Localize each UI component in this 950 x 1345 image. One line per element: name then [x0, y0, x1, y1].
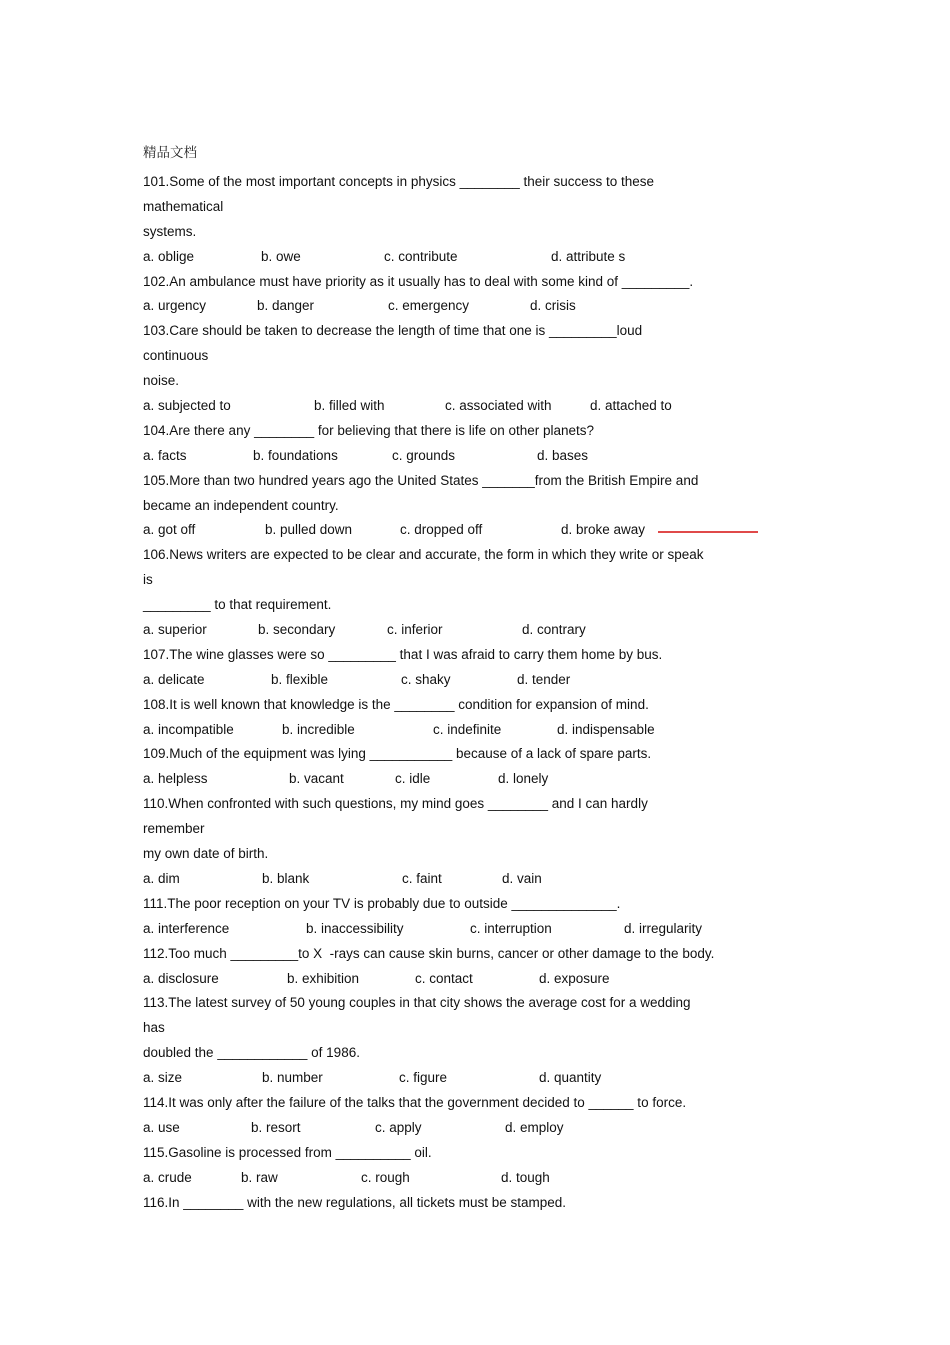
answer-option: b. vacant [289, 771, 344, 787]
red-annotation-mark [658, 531, 758, 533]
question-text-line: continuous [143, 348, 209, 364]
answer-option: d. vain [502, 870, 542, 886]
answer-option: a. urgency [143, 298, 207, 314]
question-text-line: has [143, 1020, 165, 1036]
question-text-line: 104.Are there any ________ for believing that there is life on other planets? [143, 422, 595, 438]
answer-option: c. associated with [445, 398, 552, 414]
question-text-line: became an independent country. [143, 497, 339, 513]
question-text-line: 116.In ________ with the new regulations, all tickets must be stamped. [143, 1194, 567, 1210]
answer-option: a. disclosure [143, 970, 219, 986]
answer-option: d. tender [517, 671, 571, 687]
answer-option: b. foundations [253, 447, 338, 463]
answer-options-row [143, 718, 763, 743]
answer-options-row [143, 294, 763, 319]
question-text-line: 107.The wine glasses were so _________ that I was afraid to carry them home by bus. [143, 646, 663, 662]
answer-option: c. emergency [388, 298, 470, 314]
answer-options-row [143, 618, 763, 643]
answer-option: c. idle [395, 771, 431, 787]
answer-options-row [143, 1116, 763, 1141]
answer-option: a. use [143, 1119, 180, 1135]
question-text-line: 109.Much of the equipment was lying ___________ because of a lack of spare parts. [143, 746, 652, 762]
answer-option: c. apply [375, 1119, 422, 1135]
question-text-line: 106.News writers are expected to be clear and accurate, the form in which they write or speak [143, 547, 704, 563]
question-text-line: 108.It is well known that knowledge is the ________ condition for expansion of mind. [143, 696, 649, 712]
question-text-line: systems. [143, 223, 197, 239]
question-text-line: is [143, 572, 153, 588]
question-text-line: mathematical [143, 198, 224, 214]
answer-option: c. faint [402, 870, 442, 886]
question-text-line: 113.The latest survey of 50 young couples in that city shows the average cost for a wedding [143, 995, 691, 1011]
answer-option: c. shaky [401, 671, 451, 687]
answer-option: d. lonely [498, 771, 549, 787]
answer-option: d. bases [537, 447, 589, 463]
answer-option: b. raw [241, 1169, 278, 1185]
answer-option: c. dropped off [400, 522, 483, 538]
question-text-line: doubled the ____________ of 1986. [143, 1045, 360, 1061]
answer-option: b. danger [257, 298, 315, 314]
answer-options-row [143, 917, 763, 942]
question-text-line: 115.Gasoline is processed from __________ oil. [143, 1144, 432, 1160]
answer-option: c. contact [415, 970, 473, 986]
answer-options-row [143, 394, 763, 419]
question-text-line: remember [143, 821, 205, 837]
answer-option: a. superior [143, 622, 207, 638]
question-text-line: noise. [143, 373, 180, 389]
answer-option: d. irregularity [624, 920, 703, 936]
answer-option: c. rough [361, 1169, 410, 1185]
answer-option: a. interference [143, 920, 230, 936]
answer-option: b. blank [262, 870, 310, 886]
answer-option: a. facts [143, 447, 187, 463]
answer-option: d. quantity [539, 1070, 602, 1086]
answer-option: d. contrary [522, 622, 586, 638]
answer-option: a. incompatible [143, 721, 234, 737]
answer-option: d. attribute s [551, 248, 626, 264]
answer-option: d. crisis [530, 298, 576, 314]
answer-options-row [143, 967, 763, 992]
question-text-line: 112.Too much _________to X -rays can cause skin burns, cancer or other damage to the body. [143, 945, 715, 961]
answer-option: c. indefinite [433, 721, 502, 737]
question-text-line: 101.Some of the most important concepts in physics ________ their success to these [143, 174, 655, 189]
answer-option: a. helpless [143, 771, 208, 787]
answer-options-row [143, 767, 763, 792]
answer-option: c. contribute [384, 248, 458, 264]
question-text-line: 111.The poor reception on your TV is probably due to outside ______________. [143, 895, 621, 911]
answer-options-row [143, 1066, 763, 1091]
question-text-line: my own date of birth. [143, 846, 269, 862]
question-text-line: 110.When confronted with such questions, my mind goes ________ and I can hardly [143, 796, 648, 812]
answer-option: b. exhibition [287, 970, 360, 986]
answer-option: b. secondary [258, 622, 336, 638]
answer-option: a. oblige [143, 248, 195, 264]
answer-option: d. tough [501, 1169, 550, 1185]
answer-option: a. subjected to [143, 398, 231, 414]
question-text-line: 105.More than two hundred years ago the United States _______from the British Empire and [143, 472, 699, 488]
answer-option: a. delicate [143, 671, 205, 687]
answer-option: b. filled with [314, 398, 385, 414]
answer-option: a. size [143, 1070, 183, 1086]
answer-option: c. grounds [392, 447, 456, 463]
answer-option: b. pulled down [265, 522, 353, 538]
answer-option: b. flexible [271, 671, 329, 687]
question-text-line: 114.It was only after the failure of the talks that the government decided to ______ to force. [143, 1094, 687, 1110]
answer-option: b. owe [261, 248, 301, 264]
answer-option: b. number [262, 1070, 323, 1086]
question-list [143, 170, 763, 1215]
answer-option: d. attached to [590, 398, 672, 414]
answer-option: d. exposure [539, 970, 610, 986]
answer-option: b. inaccessibility [306, 920, 404, 936]
answer-option: a. crude [143, 1169, 192, 1185]
answer-option: d. broke away [561, 522, 646, 538]
answer-options-row [143, 444, 763, 469]
question-text-line: 103.Care should be taken to decrease the length of time that one is _________loud [143, 323, 643, 339]
answer-option: a. dim [143, 870, 180, 886]
answer-options-row [143, 1166, 763, 1191]
answer-option: d. employ [505, 1119, 564, 1135]
answer-option: d. indispensable [557, 721, 655, 737]
answer-options-row [143, 245, 763, 270]
answer-options-row [143, 867, 763, 892]
answer-option: c. inferior [387, 622, 443, 638]
answer-option: c. figure [399, 1070, 448, 1086]
answer-option: a. got off [143, 522, 196, 538]
answer-option: b. resort [251, 1119, 301, 1135]
answer-option: b. incredible [282, 721, 355, 737]
question-text-line: 102.An ambulance must have priority as it usually has to deal with some kind of _________. [143, 273, 694, 289]
answer-option: c. interruption [470, 920, 552, 936]
page-header: 精品文档 [143, 145, 197, 161]
answer-options-row [143, 668, 763, 693]
question-text-line: _________ to that requirement. [143, 597, 332, 613]
